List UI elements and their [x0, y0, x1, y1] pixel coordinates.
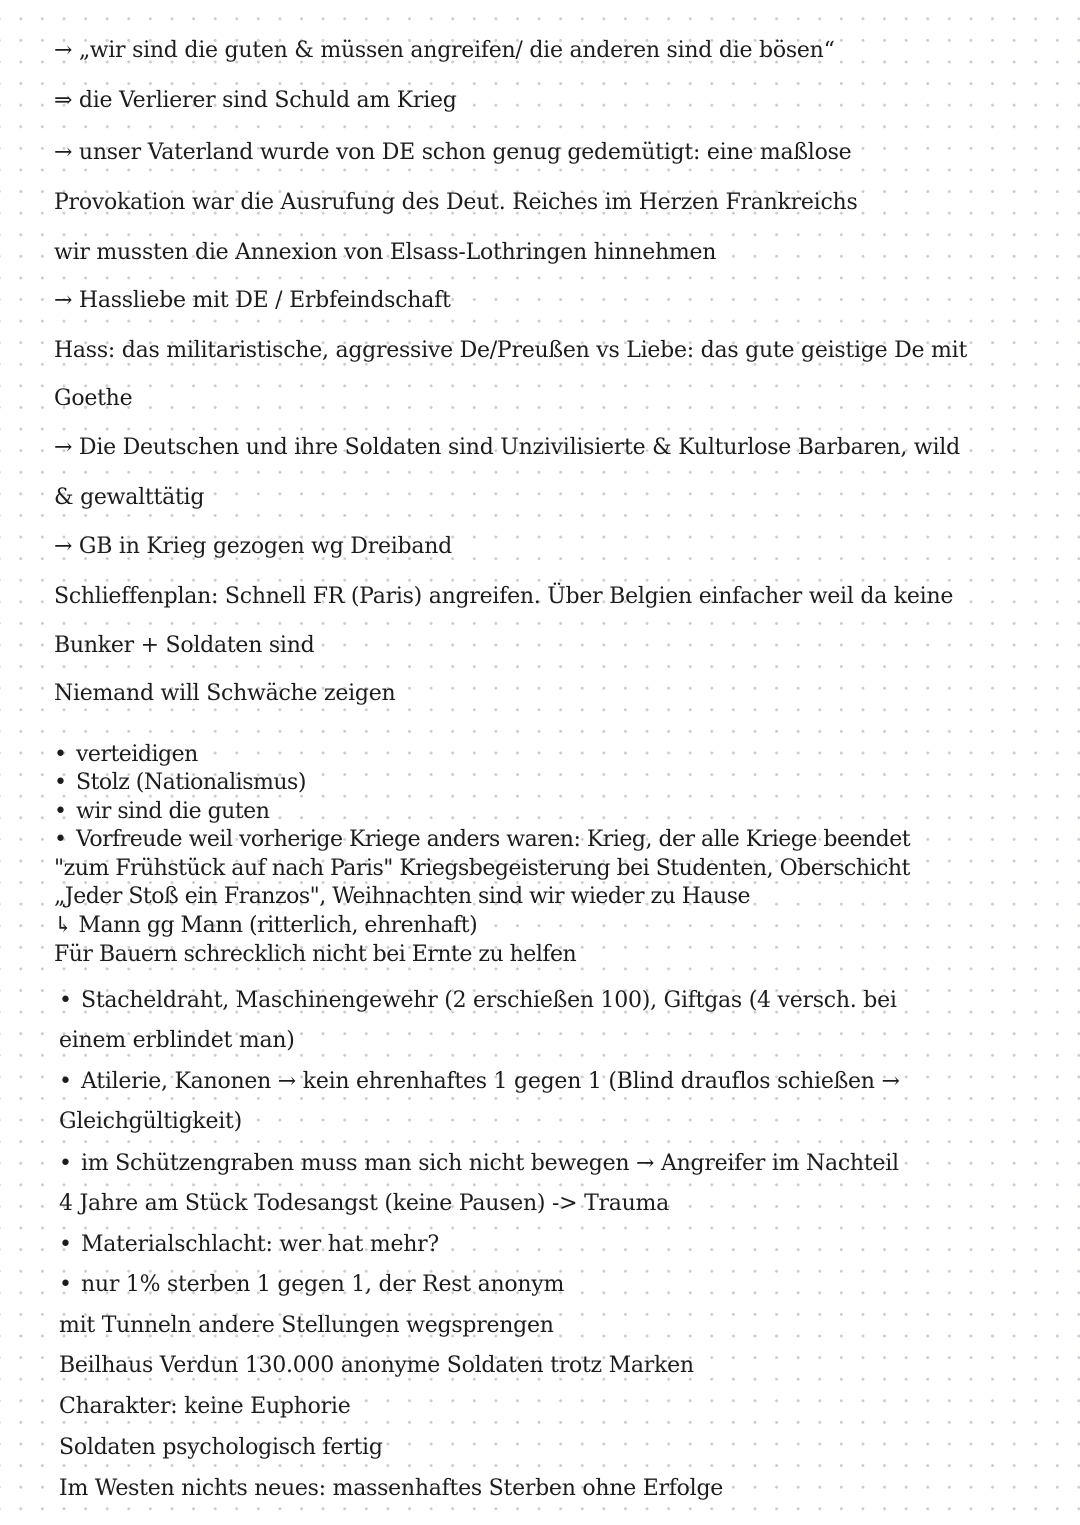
- note-line: ↳ Mann gg Mann (ritterlich, ehrenhaft): [54, 913, 478, 938]
- bullet-text: Stolz (Nationalismus): [76, 770, 306, 795]
- bullet-item: [59, 990, 897, 1012]
- bullet-text: Stacheldraht, Maschinengewehr (2 erschießen 100), Giftgas (4 versch. bei: [81, 988, 897, 1013]
- bullet-icon: •: [59, 1272, 72, 1297]
- bullet-text: im Schützengraben muss man sich nicht bewegen → Angreifer im Nachteil: [81, 1151, 899, 1176]
- note-line: wir mussten die Annexion von Elsass-Lothringen hinnehmen: [54, 240, 717, 265]
- bullet-text: nur 1% sterben 1 gegen 1, der Rest anonym: [81, 1272, 565, 1297]
- bullet-icon: •: [59, 1069, 72, 1094]
- note-line: Bunker + Soldaten sind: [54, 633, 315, 658]
- note-line: Goethe: [54, 386, 133, 411]
- bullet-item: [59, 1274, 564, 1296]
- note-line: → GB in Krieg gezogen wg Dreiband: [54, 534, 452, 559]
- note-line: → unser Vaterland wurde von DE schon genug gedemütigt: eine maßlose: [54, 140, 852, 165]
- note-line: Schlieffenplan: Schnell FR (Paris) angreifen. Über Belgien einfacher weil da keine: [54, 584, 954, 609]
- bullet-icon: •: [54, 827, 67, 852]
- bullet-text: verteidigen: [76, 742, 198, 767]
- note-line: Hass: das militaristische, aggressive De/Preußen vs Liebe: das gute geistige De mit: [54, 338, 968, 363]
- note-line: Im Westen nichts neues: massenhaftes Sterben ohne Erfolge: [59, 1476, 724, 1501]
- note-line: mit Tunneln andere Stellungen wegsprengen: [59, 1313, 554, 1338]
- note-line: Soldaten psychologisch fertig: [59, 1435, 383, 1460]
- bullet-icon: •: [54, 799, 67, 824]
- bullet-item: [54, 772, 306, 794]
- note-line: Für Bauern schrecklich nicht bei Ernte zu helfen: [54, 942, 577, 967]
- bullet-text: Atilerie, Kanonen → kein ehrenhaftes 1 gegen 1 (Blind drauflos schießen →: [81, 1069, 900, 1094]
- bullet-text: wir sind die guten: [76, 799, 270, 824]
- note-line: → „wir sind die guten & müssen angreifen/ die anderen sind die bösen“: [54, 38, 835, 63]
- bullet-icon: •: [59, 988, 72, 1013]
- bullet-text: Materialschlacht: wer hat mehr?: [81, 1232, 439, 1257]
- note-line: 4 Jahre am Stück Todesangst (keine Pausen) -> Trauma: [59, 1191, 670, 1216]
- bullet-item: [54, 744, 198, 766]
- bullet-item: [59, 1234, 439, 1256]
- bullet-icon: •: [54, 770, 67, 795]
- bullet-icon: •: [54, 742, 67, 767]
- note-line: Charakter: keine Euphorie: [59, 1394, 351, 1419]
- bullet-icon: •: [59, 1151, 72, 1176]
- bullet-icon: •: [59, 1232, 72, 1257]
- note-line: ⇒ die Verlierer sind Schuld am Krieg: [54, 88, 457, 113]
- note-line: Niemand will Schwäche zeigen: [54, 681, 396, 706]
- note-line: „Jeder Stoß ein Franzos", Weihnachten sind wir wieder zu Hause: [54, 884, 751, 909]
- note-line: Beilhaus Verdun 130.000 anonyme Soldaten trotz Marken: [59, 1353, 694, 1378]
- note-line: "zum Frühstück auf nach Paris" Kriegsbegeisterung bei Studenten, Oberschicht: [54, 856, 910, 881]
- note-line: & gewalttätig: [54, 485, 205, 510]
- bullet-text: Vorfreude weil vorherige Kriege anders waren: Krieg, der alle Kriege beendet: [76, 827, 911, 852]
- bullet-item: [54, 829, 910, 851]
- bullet-item: [59, 1071, 900, 1093]
- bullet-item: [59, 1153, 899, 1175]
- note-line: Provokation war die Ausrufung des Deut. Reiches im Herzen Frankreichs: [54, 190, 858, 215]
- note-line: Gleichgültigkeit): [59, 1109, 242, 1134]
- bullet-item: [54, 801, 269, 823]
- note-line: → Hassliebe mit DE / Erbfeindschaft: [54, 288, 451, 313]
- note-line: → Die Deutschen und ihre Soldaten sind Unzivilisierte & Kulturlose Barbaren, wild: [54, 435, 960, 460]
- note-line: einem erblindet man): [59, 1028, 295, 1053]
